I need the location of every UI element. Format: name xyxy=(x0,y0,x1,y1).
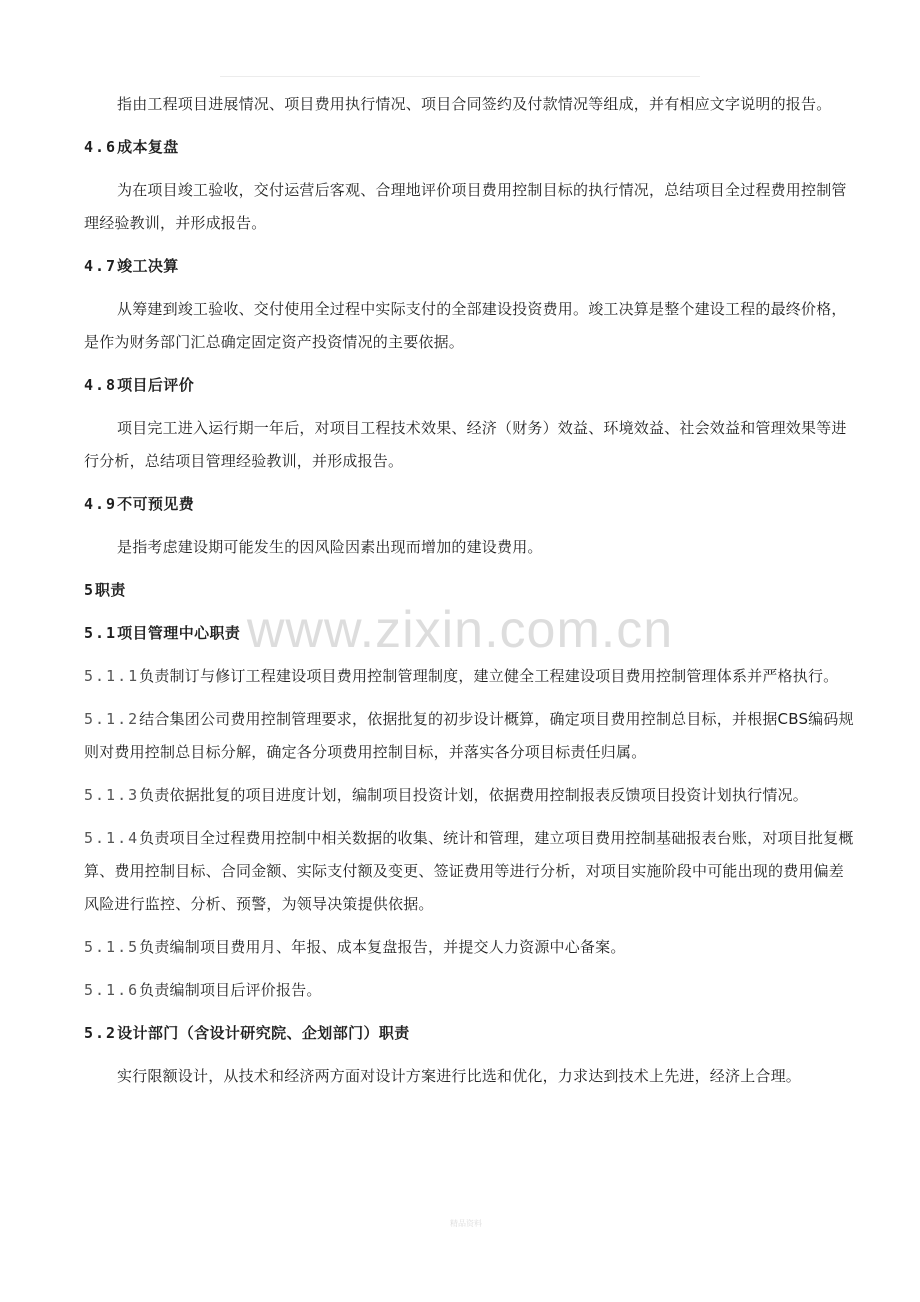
heading-4-8 xyxy=(84,369,854,402)
clause-text: 负责制订与修订工程建设项目费用控制管理制度，建立健全工程建设项目费用控制管理体系并严格执行。 xyxy=(139,667,839,685)
heading-number: 4.7 xyxy=(84,257,118,275)
clause-number: 5.1.1 xyxy=(84,667,140,685)
paragraph-4-8: 项目完工进入运行期一年后，对项目工程技术效果、经济（财务）效益、环境效益、社会效益和管理效果等进行分析，总结项目管理经验教训，并形成报告。 xyxy=(84,419,847,470)
clause-text: 负责编制项目费用月、年报、成本复盘报告，并提交人力资源中心备案。 xyxy=(139,938,626,956)
heading-number: 4.8 xyxy=(84,376,118,394)
heading-number: 5.1 xyxy=(84,624,118,642)
paragraph-5-2: 实行限额设计，从技术和经济两方面对设计方案进行比选和优化，力求达到技术上先进，经济上合理。 xyxy=(117,1067,802,1085)
paragraph-4-7: 从筹建到竣工验收、交付使用全过程中实际支付的全部建设投资费用。竣工决算是整个建设工程的最终价格，是作为财务部门汇总确定固定资产投资情况的主要依据。 xyxy=(84,300,847,351)
heading-title: 职责 xyxy=(95,581,126,599)
heading-title: 项目后评价 xyxy=(117,376,195,394)
heading-4-9 xyxy=(84,488,854,521)
heading-4-6 xyxy=(84,131,854,164)
clause-text: 负责编制项目后评价报告。 xyxy=(139,981,322,999)
heading-title: 竣工决算 xyxy=(117,257,179,275)
heading-title: 不可预见费 xyxy=(117,495,195,513)
clause-5-1-2 xyxy=(84,703,854,769)
heading-5-2 xyxy=(84,1017,854,1050)
clause-number: 5.1.6 xyxy=(84,981,140,999)
heading-number: 4.6 xyxy=(84,138,118,156)
heading-number: 5 xyxy=(84,581,96,599)
footer-mark: 精品资料 xyxy=(450,1219,482,1228)
clause-number: 5.1.3 xyxy=(84,786,140,804)
clause-text: 结合集团公司费用控制管理要求，依据批复的初步设计概算，确定项目费用控制总目标，并根据CBS编码规则对费用控制总目标分解，确定各分项费用控制目标，并落实各分项目标责任归属。 xyxy=(84,710,854,761)
intro-paragraph: 指由工程项目进展情况、项目费用执行情况、项目合同签约及付款情况等组成，并有相应文字说明的报告。 xyxy=(117,95,832,113)
watermark: www.zixin.com.cn xyxy=(246,601,674,659)
heading-5 xyxy=(84,574,854,607)
header-rule xyxy=(220,76,700,77)
document-body xyxy=(84,88,854,1103)
heading-number: 5.2 xyxy=(84,1024,118,1042)
clause-number: 5.1.5 xyxy=(84,938,140,956)
clause-number: 5.1.4 xyxy=(84,829,140,847)
clause-5-1-1 xyxy=(84,660,854,693)
clause-number: 5.1.2 xyxy=(84,710,140,728)
clause-text: 负责依据批复的项目进度计划，编制项目投资计划，依据费用控制报表反馈项目投资计划执行情况。 xyxy=(139,786,808,804)
heading-4-7 xyxy=(84,250,854,283)
clause-5-1-5 xyxy=(84,931,854,964)
heading-title: 项目管理中心职责 xyxy=(117,624,241,642)
clause-5-1-3 xyxy=(84,779,854,812)
paragraph-4-9: 是指考虑建设期可能发生的因风险因素出现而增加的建设费用。 xyxy=(117,538,543,556)
heading-title: 成本复盘 xyxy=(117,138,179,156)
heading-5-1 xyxy=(84,617,854,650)
clause-text: 负责项目全过程费用控制中相关数据的收集、统计和管理，建立项目费用控制基础报表台账，对项目批复概算、费用控制目标、合同金额、实际支付额及变更、签证费用等进行分析，对项目实施阶段中可能出现的费用偏差风险进行监控、分析、预警，为领导决策提供依据。 xyxy=(84,829,854,913)
heading-title: 设计部门（含设计研究院、企划部门）职责 xyxy=(117,1024,410,1042)
paragraph-4-6: 为在项目竣工验收，交付运营后客观、合理地评价项目费用控制目标的执行情况，总结项目全过程费用控制管理经验教训，并形成报告。 xyxy=(84,181,847,232)
clause-5-1-6 xyxy=(84,974,854,1007)
clause-5-1-4 xyxy=(84,822,854,921)
heading-number: 4.9 xyxy=(84,495,118,513)
